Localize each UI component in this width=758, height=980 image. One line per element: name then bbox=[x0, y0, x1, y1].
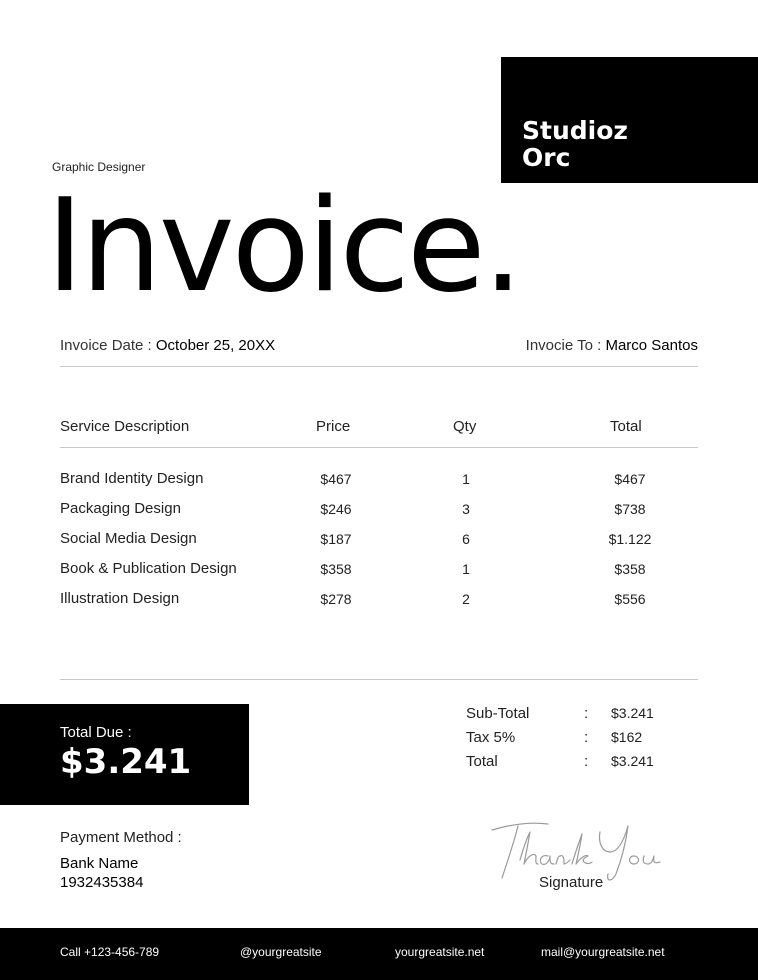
invoice-to bbox=[526, 337, 698, 354]
summary-label: Total bbox=[466, 753, 498, 770]
row-qty: 2 bbox=[462, 591, 470, 607]
divider-header bbox=[60, 447, 698, 448]
row-price: $467 bbox=[320, 471, 352, 487]
row-total: $738 bbox=[614, 501, 646, 517]
row-description: Social Media Design bbox=[60, 530, 197, 547]
col-header-total: Total bbox=[610, 418, 642, 435]
row-price: $278 bbox=[320, 591, 352, 607]
row-description: Book & Publication Design bbox=[60, 560, 237, 577]
row-price: $358 bbox=[320, 561, 352, 577]
summary-value: $3.241 bbox=[611, 753, 654, 769]
row-description: Illustration Design bbox=[60, 590, 180, 607]
brand-name-line2: Orc bbox=[522, 143, 571, 172]
summary-separator: : bbox=[584, 705, 589, 722]
row-total: $1.122 bbox=[608, 531, 652, 547]
row-qty: 1 bbox=[462, 471, 470, 487]
summary-label: Tax 5% bbox=[466, 729, 516, 746]
row-description: Brand Identity Design bbox=[60, 470, 204, 487]
col-header-price: Price bbox=[316, 418, 351, 435]
row-total: $467 bbox=[614, 471, 646, 487]
account-number: 1932435384 bbox=[60, 874, 144, 891]
role-label: Graphic Designer bbox=[52, 160, 146, 174]
summary-value: $3.241 bbox=[611, 705, 654, 721]
brand-name-line1: Studioz bbox=[522, 116, 628, 145]
row-qty: 1 bbox=[462, 561, 470, 577]
total-due-value: $3.241 bbox=[60, 742, 192, 782]
invoice-to-label: Invocie To : bbox=[525, 337, 606, 354]
payment-method-label: Payment Method : bbox=[60, 829, 182, 846]
summary-separator: : bbox=[584, 753, 589, 770]
row-price: $246 bbox=[320, 501, 352, 517]
row-qty: 6 bbox=[462, 531, 470, 547]
col-header-description: Service Description bbox=[60, 418, 190, 435]
footer-social: @yourgreatsite bbox=[240, 945, 322, 959]
row-total: $556 bbox=[614, 591, 646, 607]
summary-separator: : bbox=[584, 729, 589, 746]
summary-value: $162 bbox=[611, 729, 643, 745]
invoice-date-value: October 25, 20XX bbox=[155, 337, 276, 354]
invoice-to-value: Marco Santos bbox=[605, 337, 698, 354]
footer-email: mail@yourgreatsite.net bbox=[541, 945, 665, 959]
invoice-date bbox=[60, 337, 275, 354]
signature-label: Signature bbox=[539, 874, 604, 891]
footer bbox=[0, 928, 758, 980]
row-description: Packaging Design bbox=[60, 500, 181, 517]
invoice-date-label: Invoice Date : bbox=[60, 337, 156, 354]
brand-block bbox=[501, 57, 758, 183]
divider-bottom bbox=[60, 679, 698, 680]
summary-label: Sub-Total bbox=[466, 705, 530, 722]
divider-top bbox=[60, 366, 698, 367]
row-qty: 3 bbox=[462, 501, 470, 517]
invoice-title: Invoice. bbox=[46, 172, 521, 321]
footer-phone: Call +123-456-789 bbox=[60, 945, 160, 959]
row-total: $358 bbox=[614, 561, 646, 577]
row-price: $187 bbox=[320, 531, 352, 547]
brand-name bbox=[522, 117, 722, 171]
total-due-block bbox=[0, 704, 249, 805]
col-header-qty: Qty bbox=[453, 418, 477, 435]
total-due-label: Total Due : bbox=[60, 724, 132, 741]
footer-website: yourgreatsite.net bbox=[395, 945, 485, 959]
bank-name: Bank Name bbox=[60, 855, 139, 872]
